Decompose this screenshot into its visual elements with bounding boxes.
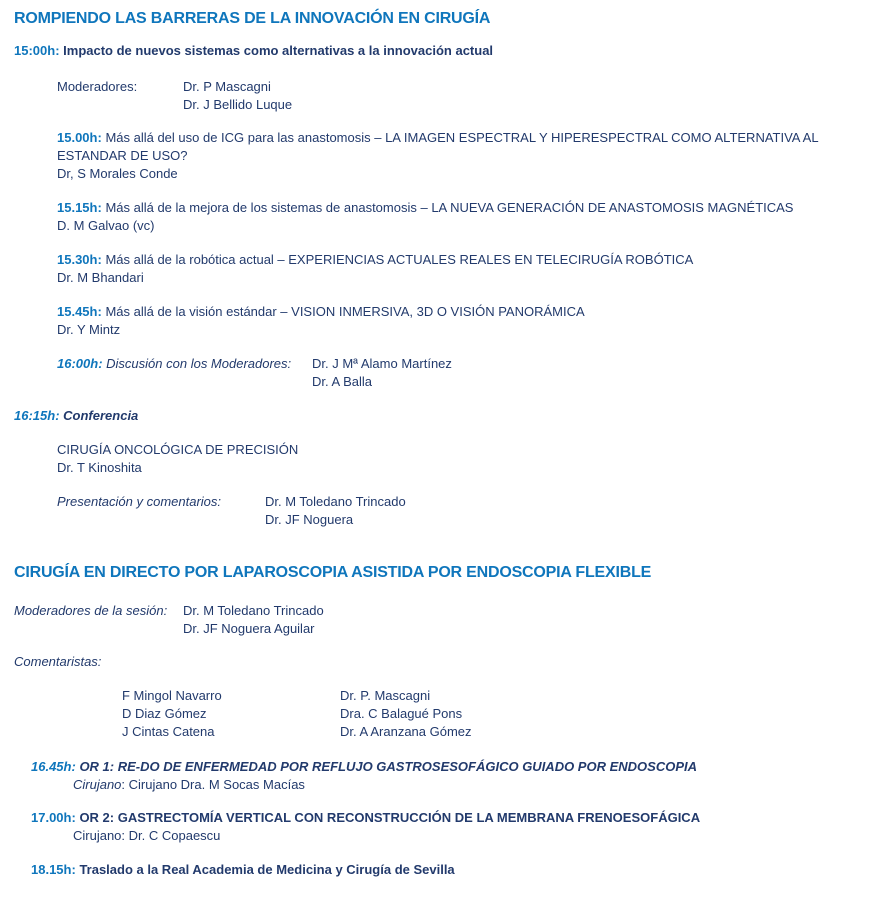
talk-title-line <box>57 129 891 165</box>
surgeon-value: Dr. C Copaescu <box>125 828 221 843</box>
talk-title: Más allá del uso de ICG para las anastomosis – LA IMAGEN ESPECTRAL Y HIPERESPECTRAL COMO ALTERNATIVA AL ESTANDAR DE USO? <box>57 130 819 163</box>
conference-speaker: Dr. T Kinoshita <box>57 460 142 475</box>
moderator-names <box>183 78 292 114</box>
surgeon-label: Cirujano: <box>73 828 126 843</box>
commentators-col2 <box>340 687 472 741</box>
discussion-time: 16:00h: <box>57 356 103 371</box>
final-title: Traslado a la Real Academia de Medicina y Cirugía de Sevilla <box>79 862 455 877</box>
session-header <box>14 42 891 60</box>
surgeon-line <box>73 827 891 845</box>
session2-moderators-label: Moderadores de la sesión: <box>14 603 168 618</box>
conference-label: Conferencia <box>63 408 139 423</box>
moderators-label: Moderadores: <box>57 79 138 94</box>
talk-item <box>57 199 891 235</box>
or-title: OR 1: RE-DO DE ENFERMEDAD POR REFLUJO GASTROSESOFÁGICO GUIADO POR ENDOSCOPIA <box>79 759 697 774</box>
talk-time: 15.00h: <box>57 130 102 145</box>
talk-item <box>57 303 891 339</box>
session2-moderator-names <box>183 602 324 638</box>
or-title-line <box>31 809 891 827</box>
discussion-name: Dr. J Mª Alamo Martínez <box>312 356 452 371</box>
talk-title-line <box>57 251 891 269</box>
commentator-name: J Cintas Catena <box>122 724 215 739</box>
presentation-label: Presentación y comentarios: <box>57 494 222 509</box>
surgeon-value: : Cirujano Dra. M Socas Macías <box>121 777 305 792</box>
presenter-name: Dr. M Toledano Trincado <box>265 494 406 509</box>
or-time: 16.45h: <box>31 759 76 774</box>
talk-time: 15.45h: <box>57 304 102 319</box>
moderator-name: Dr. M Toledano Trincado <box>183 603 324 618</box>
discussion-row <box>57 355 891 391</box>
talk-speaker: Dr, S Morales Conde <box>57 166 178 181</box>
commentators-col1 <box>122 687 340 741</box>
talk-title: Más allá de la visión estándar – VISION INMERSIVA, 3D O VISIÓN PANORÁMICA <box>105 304 585 319</box>
or-item <box>31 758 891 794</box>
commentators-label: Comentaristas: <box>14 654 102 669</box>
session-time: 15:00h: <box>14 43 60 58</box>
final-item <box>31 861 891 879</box>
commentator-name: Dra. C Balagué Pons <box>340 706 463 721</box>
talk-title: Más allá de la robótica actual – EXPERIENCIAS ACTUALES REALES EN TELECIRUGÍA ROBÓTICA <box>105 252 694 267</box>
moderator-name: Dr. JF Noguera Aguilar <box>183 621 315 636</box>
commentator-name: Dr. P. Mascagni <box>340 688 431 703</box>
section1-title: ROMPIENDO LAS BARRERAS DE LA INNOVACIÓN EN CIRUGÍA <box>14 10 491 27</box>
discussion-label: Discusión con los Moderadores: <box>106 356 292 371</box>
commentator-name: D Diaz Gómez <box>122 706 207 721</box>
talk-speaker: Dr. M Bhandari <box>57 270 144 285</box>
session-moderators <box>57 78 891 114</box>
conference-header <box>14 407 891 425</box>
moderator-name: Dr. P Mascagni <box>183 79 271 94</box>
talk-time: 15.30h: <box>57 252 102 267</box>
talk-title: Más allá de la mejora de los sistemas de anastomosis – LA NUEVA GENERACIÓN DE ANASTOMOSIS MAGNÉTICAS <box>105 200 794 215</box>
talk-title-line <box>57 303 891 321</box>
conference-time: 16:15h: <box>14 408 60 423</box>
presenter-name: Dr. JF Noguera <box>265 512 354 527</box>
discussion-names <box>312 355 452 391</box>
or-time: 17.00h: <box>31 810 76 825</box>
talk-speaker: D. M Galvao (vc) <box>57 218 155 233</box>
surgeon-line <box>73 776 891 794</box>
moderator-name: Dr. J Bellido Luque <box>183 97 293 112</box>
final-time: 18.15h: <box>31 862 76 877</box>
presenter-names <box>265 493 406 529</box>
session-title: Impacto de nuevos sistemas como alternativas a la innovación actual <box>63 43 494 58</box>
presentation-row <box>57 493 891 529</box>
or-item <box>31 809 891 845</box>
section2-title: CIRUGÍA EN DIRECTO POR LAPAROSCOPIA ASISTIDA POR ENDOSCOPIA FLEXIBLE <box>14 564 652 581</box>
surgeon-label: Cirujano <box>73 777 122 792</box>
conference-body <box>57 441 891 477</box>
discussion-lead <box>57 355 312 373</box>
conference-title: CIRUGÍA ONCOLÓGICA DE PRECISIÓN <box>57 442 299 457</box>
commentators-columns <box>122 687 891 741</box>
talk-item <box>57 129 891 183</box>
or-title-line <box>31 758 891 776</box>
talk-title-line <box>57 199 891 217</box>
commentator-name: Dr. A Aranzana Gómez <box>340 724 472 739</box>
or-title: OR 2: GASTRECTOMÍA VERTICAL CON RECONSTRUCCIÓN DE LA MEMBRANA FRENOESOFÁGICA <box>79 810 701 825</box>
commentator-name: F Mingol Navarro <box>122 688 222 703</box>
session2-moderators <box>14 602 891 638</box>
talk-speaker: Dr. Y Mintz <box>57 322 121 337</box>
discussion-name: Dr. A Balla <box>312 374 372 389</box>
talk-time: 15.15h: <box>57 200 102 215</box>
talk-item <box>57 251 891 287</box>
